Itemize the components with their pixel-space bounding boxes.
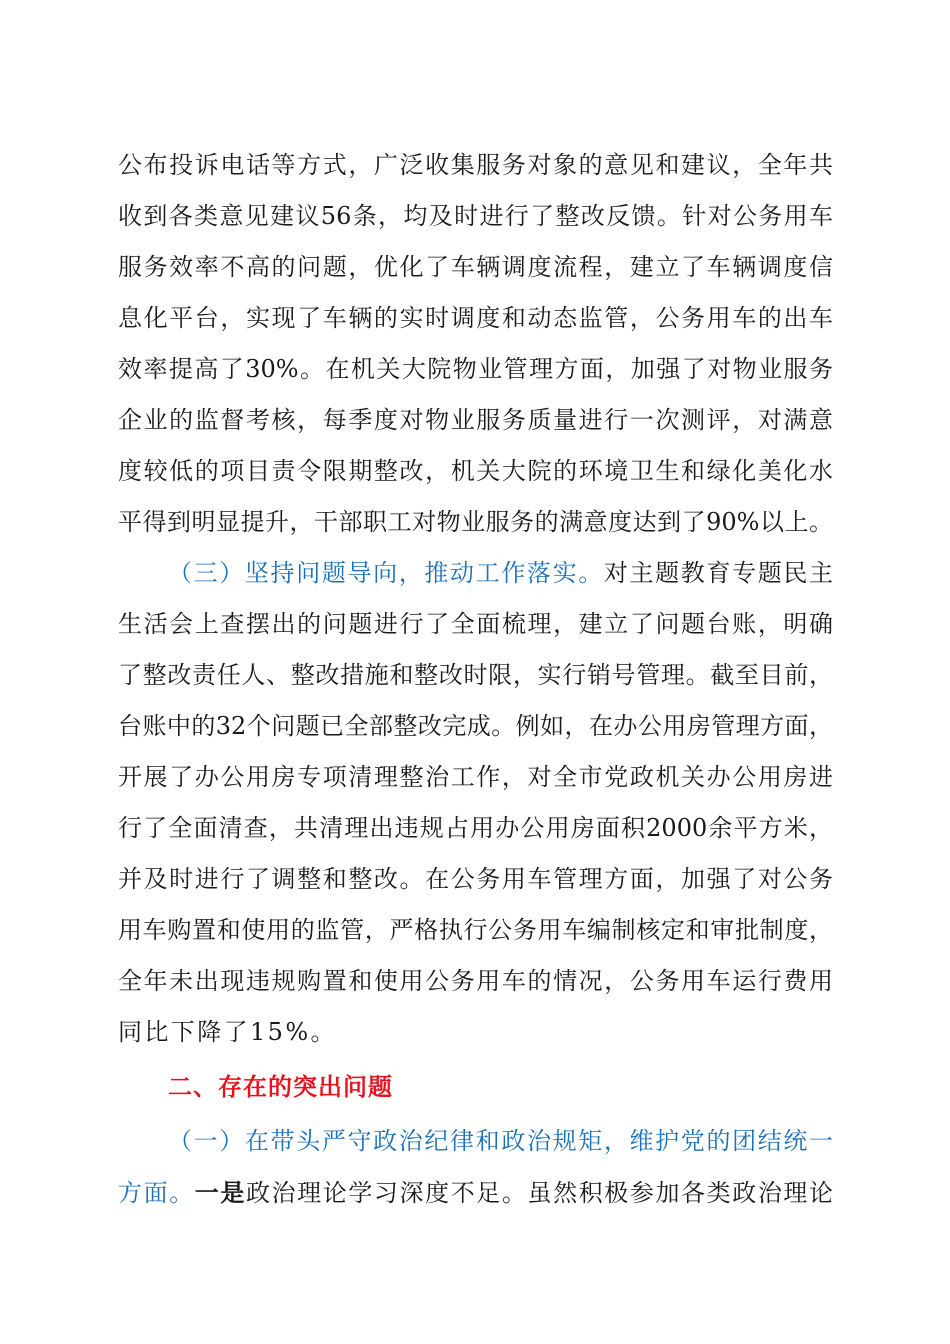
text-line: 企业的监督考核，每季度对物业服务质量进行一次测评，对满意 bbox=[118, 406, 833, 434]
subsection-heading-end: 方面。 bbox=[118, 1179, 195, 1207]
point-label: 一是 bbox=[194, 1178, 246, 1207]
document-body bbox=[118, 140, 833, 1218]
section-heading: 二、存在的突出问题 bbox=[168, 1073, 393, 1101]
paragraph-text: 对主题教育专题民主 bbox=[603, 559, 834, 587]
text-line: 用车购置和使用的监管，严格执行公务用车编制核定和审批制度， bbox=[118, 916, 833, 944]
text-line bbox=[118, 548, 833, 599]
text-line: 度较低的项目责令限期整改，机关大院的环境卫生和绿化美化水 bbox=[118, 457, 833, 485]
paragraph-problem-oriented bbox=[118, 548, 833, 1058]
text-line: 收到各类意见建议56条，均及时进行了整改反馈。针对公务用车 bbox=[118, 202, 833, 230]
text-line: 全年未出现违规购置和使用公务用车的情况，公务用车运行费用 bbox=[118, 967, 833, 995]
text-line: 同比下降了15%。 bbox=[118, 1018, 337, 1046]
paragraph-political-discipline bbox=[118, 1116, 833, 1218]
text-line: 并及时进行了调整和整改。在公务用车管理方面，加强了对公务 bbox=[118, 865, 833, 893]
text-line bbox=[118, 1167, 833, 1218]
text-line: 台账中的32个问题已全部整改完成。例如，在办公用房管理方面， bbox=[118, 712, 833, 740]
text-line: 息化平台，实现了车辆的实时调度和动态监管，公务用车的出车 bbox=[118, 304, 833, 332]
text-line: 效率提高了30%。在机关大院物业管理方面，加强了对物业服务 bbox=[118, 355, 833, 383]
subsection-heading: （一）在带头严守政治纪律和政治规矩，维护党的团结统一 bbox=[168, 1127, 833, 1155]
paragraph-text: 政治理论学习深度不足。虽然积极参加各类政治理论 bbox=[245, 1179, 834, 1207]
paragraph-service-feedback bbox=[118, 140, 833, 548]
text-line: 平得到明显提升，干部职工对物业服务的满意度达到了90%以上。 bbox=[118, 508, 833, 536]
text-line: 公布投诉电话等方式，广泛收集服务对象的意见和建议，全年共 bbox=[118, 151, 833, 179]
text-line: 了整改责任人、整改措施和整改时限，实行销号管理。截至目前， bbox=[118, 661, 833, 689]
text-line: 生活会上查摆出的问题进行了全面梳理，建立了问题台账，明确 bbox=[118, 610, 833, 638]
text-line: 服务效率不高的问题，优化了车辆调度流程，建立了车辆调度信 bbox=[118, 253, 833, 281]
subsection-heading: （三）坚持问题导向，推动工作落实。 bbox=[168, 559, 604, 587]
text-line: 开展了办公用房专项清理整治工作，对全市党政机关办公用房进 bbox=[118, 763, 833, 791]
text-line: 行了全面清查，共清理出违规占用办公用房面积2000余平方米， bbox=[118, 814, 833, 842]
